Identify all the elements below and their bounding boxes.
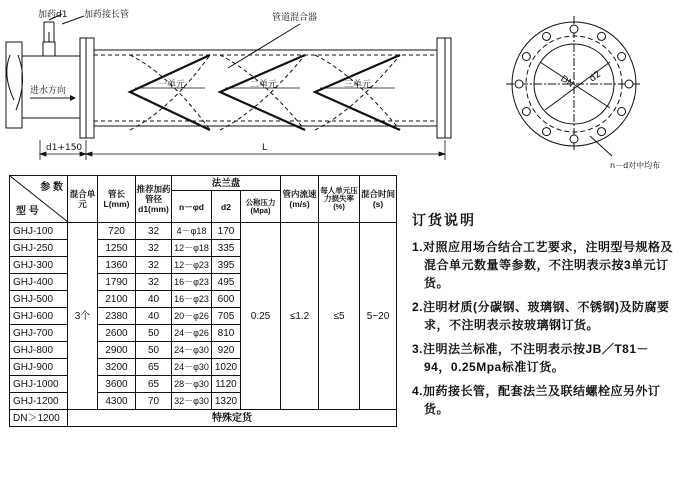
cell-length: 720 <box>98 223 136 240</box>
cell-bolts: 32－φ30 <box>172 393 212 410</box>
cell-dosing: 32 <box>136 240 172 257</box>
cell-model: GHJ-100 <box>10 223 68 240</box>
cell-length: 1790 <box>98 274 136 291</box>
header-flange: 法兰盘 <box>172 176 281 191</box>
cell-dosing: 32 <box>136 257 172 274</box>
cell-footer-note: 特殊定货 <box>68 410 397 427</box>
label-bolt-holes: n－d对中均布 <box>610 161 661 170</box>
cell-bolts: 4－φ18 <box>172 223 212 240</box>
note-item: 3.注明法兰标准，不注明表示按JB／T81－94，0.25Mpa标准订货。 <box>412 342 650 374</box>
cell-d2: 1020 <box>212 359 241 376</box>
cell-model: GHJ-900 <box>10 359 68 376</box>
cell-d2: 600 <box>212 291 241 308</box>
label-flange-d2: d2 <box>587 69 604 85</box>
bolt-hole-leader <box>590 136 612 156</box>
header-mix-units: 混合单元 <box>68 176 98 223</box>
cell-length: 2100 <box>98 291 136 308</box>
cell-nominal-pressure: 0.25 <box>241 223 281 410</box>
cell-d2: 920 <box>212 342 241 359</box>
mixing-element-1 <box>130 55 210 130</box>
cell-bolts: 12－φ23 <box>172 257 212 274</box>
cell-mix-time: 5~20 <box>360 223 397 410</box>
label-flange-DN: DN <box>558 74 576 90</box>
notes-title: 订货说明 <box>412 212 476 228</box>
mixer-right-flange <box>437 38 445 138</box>
mixing-element-3 <box>315 55 400 130</box>
label-dim-L: L <box>262 143 268 153</box>
header-dosing-dia: 推荐加药管径d1(mm) <box>136 176 172 223</box>
cell-flow-rate: ≤1.2 <box>281 223 319 410</box>
cell-model: GHJ-250 <box>10 240 68 257</box>
label-dim-d1: d1+150 <box>46 143 83 153</box>
label-dosing-pipe: 加药接长管 <box>84 10 130 20</box>
cell-d2: 810 <box>212 325 241 342</box>
cell-dosing: 40 <box>136 308 172 325</box>
cell-dosing: 50 <box>136 325 172 342</box>
cell-length: 2900 <box>98 342 136 359</box>
header-length: 管长L(mm) <box>98 176 136 223</box>
cell-dosing: 32 <box>136 223 172 240</box>
cell-dosing: 70 <box>136 393 172 410</box>
label-unit-3: 三单元 <box>344 80 372 90</box>
cell-model: GHJ-700 <box>10 325 68 342</box>
flange-DN-line <box>540 62 610 108</box>
header-bolts: n－φd <box>172 191 212 223</box>
cell-length: 1360 <box>98 257 136 274</box>
label-mixer: 管道混合器 <box>272 13 318 23</box>
spec-table <box>9 175 397 427</box>
cell-model: GHJ-1000 <box>10 376 68 393</box>
cell-bolts: 28－φ30 <box>172 376 212 393</box>
table-footer-row <box>10 410 397 427</box>
cell-dosing: 65 <box>136 359 172 376</box>
cell-bolts: 24－φ26 <box>172 325 212 342</box>
cell-model: GHJ-800 <box>10 342 68 359</box>
header-model: 型 号 <box>16 206 39 217</box>
cell-model: GHJ-400 <box>10 274 68 291</box>
cell-pressure-loss: ≤5 <box>319 223 360 410</box>
cell-bolts: 12－φ18 <box>172 240 212 257</box>
label-unit-2: 二单元 <box>250 80 278 90</box>
cell-bolts: 24－φ30 <box>172 359 212 376</box>
note-item: 1.对照应用场合结合工艺要求，注明型号规格及混合单元数量等参数，不注明表示按3单元订货。 <box>412 240 674 290</box>
note-item: 2.注明材质(分碳钢、玻璃钢、不锈钢)及防腐要求，不注明表示按玻璃钢订货。 <box>412 300 670 332</box>
cell-dosing: 65 <box>136 376 172 393</box>
header-nominal-pressure: 公称压力(Mpa) <box>241 191 281 223</box>
header-corner <box>10 176 68 223</box>
inlet-elbow <box>7 55 23 110</box>
cell-bolts: 16－φ23 <box>172 291 212 308</box>
cell-length: 1250 <box>98 240 136 257</box>
cell-d2: 395 <box>212 257 241 274</box>
order-notes <box>412 210 674 424</box>
label-flow-direction: 进水方向 <box>30 86 67 96</box>
cell-bolts: 24－φ30 <box>172 342 212 359</box>
mixer-left-flange <box>80 38 86 138</box>
cell-model: GHJ-300 <box>10 257 68 274</box>
cell-length: 2380 <box>98 308 136 325</box>
cell-bolts: 16－φ23 <box>172 274 212 291</box>
header-mix-time: 混合时间(s) <box>360 176 397 223</box>
cell-d2: 1320 <box>212 393 241 410</box>
cell-dosing: 32 <box>136 274 172 291</box>
cell-length: 2600 <box>98 325 136 342</box>
mixer-drawing <box>0 0 680 175</box>
header-param: 参 数 <box>40 182 63 193</box>
mixing-elements <box>130 55 400 130</box>
cell-model: GHJ-1200 <box>10 393 68 410</box>
header-d2: d2 <box>212 191 241 223</box>
note-item: 4.加药接长管，配套法兰及联结螺栓应另外订货。 <box>412 384 661 416</box>
label-dosing-port: 加药d1 <box>38 10 68 20</box>
mixing-element-2 <box>220 55 305 130</box>
table-row <box>10 223 397 240</box>
cell-dosing: 50 <box>136 342 172 359</box>
cell-model: GHJ-500 <box>10 291 68 308</box>
cell-length: 4300 <box>98 393 136 410</box>
header-pressure-loss: 每人单元压力损失率(%) <box>319 176 360 223</box>
cell-mix-units: 3个 <box>68 223 98 410</box>
dosing-port <box>43 42 55 56</box>
cell-dosing: 40 <box>136 291 172 308</box>
cell-d2: 705 <box>212 308 241 325</box>
cell-d2: 335 <box>212 240 241 257</box>
cell-d2: 1120 <box>212 376 241 393</box>
header-flow-rate: 管内流速(m/s) <box>281 176 319 223</box>
cell-footer-model: DN＞1200 <box>10 410 68 427</box>
label-unit-1: 一单元 <box>158 80 186 90</box>
flange-d2-line <box>545 62 610 110</box>
cell-bolts: 20－φ26 <box>172 308 212 325</box>
cell-length: 3600 <box>98 376 136 393</box>
cell-model: GHJ-600 <box>10 308 68 325</box>
cell-d2: 170 <box>212 223 241 240</box>
cell-d2: 495 <box>212 274 241 291</box>
cell-length: 3200 <box>98 359 136 376</box>
